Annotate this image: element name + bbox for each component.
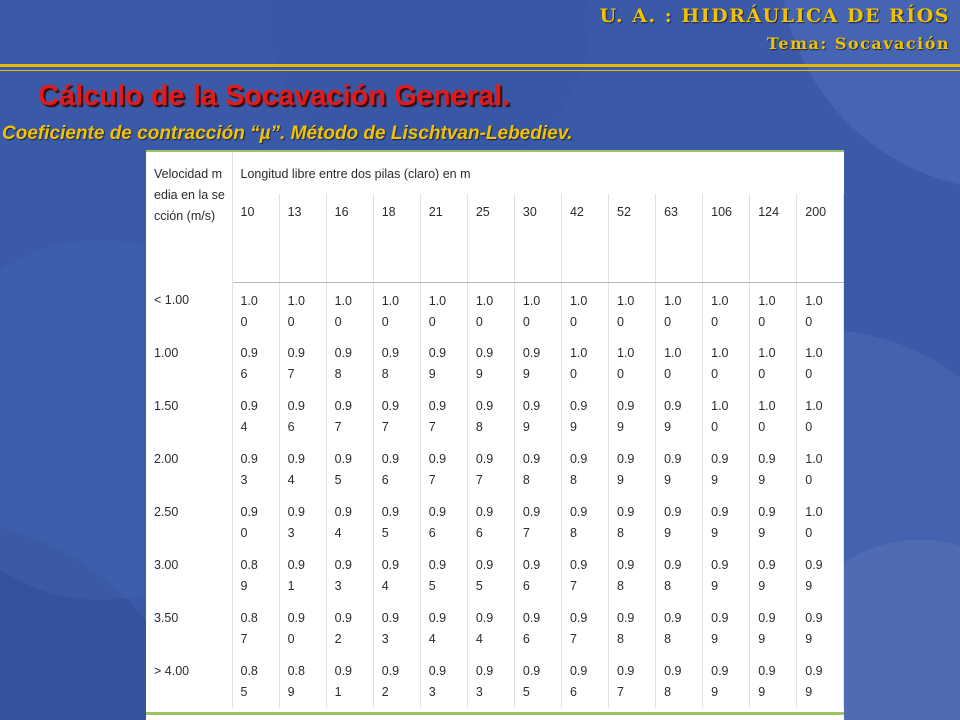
table-header-row [146, 152, 844, 194]
coefficient-cell: 1.00 [797, 282, 844, 337]
header-title: U. A. : HIDRÁULICA DE RÍOS [599, 5, 950, 27]
coefficient-cell: 0.94 [373, 549, 420, 602]
coefficient-cell: 0.96 [373, 443, 420, 496]
coefficient-cell: 0.92 [373, 655, 420, 708]
coefficient-cell: 0.97 [609, 655, 656, 708]
coefficient-cell: 0.98 [561, 496, 608, 549]
coefficient-cell: 0.94 [467, 602, 514, 655]
coefficient-cell: 0.98 [609, 602, 656, 655]
span-column-header: 63 [656, 194, 703, 282]
coefficient-cell: 0.90 [232, 496, 279, 549]
coefficient-cell: 0.89 [232, 549, 279, 602]
span-column-header: 10 [232, 194, 279, 282]
velocity-cell: 2.00 [146, 443, 232, 496]
velocity-cell: 1.00 [146, 337, 232, 390]
coefficient-cell: 0.98 [561, 443, 608, 496]
coefficient-cell: 0.95 [467, 549, 514, 602]
span-column-header: 200 [797, 194, 844, 282]
table-row [146, 337, 844, 390]
coefficient-cell: 0.99 [656, 390, 703, 443]
coefficient-cell: 0.98 [326, 337, 373, 390]
coefficient-cell: 0.94 [279, 443, 326, 496]
coefficient-cell: 1.00 [750, 390, 797, 443]
coefficient-cell: 0.98 [467, 390, 514, 443]
coefficient-cell: 0.93 [467, 655, 514, 708]
velocity-header: Velocidad media en la sección (m/s) [146, 152, 232, 282]
coefficient-cell: 0.97 [467, 443, 514, 496]
coefficient-cell: 0.99 [750, 602, 797, 655]
coefficient-cell: 0.97 [514, 496, 561, 549]
coefficient-cell: 1.00 [703, 282, 750, 337]
coefficient-cell: 0.96 [467, 496, 514, 549]
coefficient-cell: 0.99 [750, 443, 797, 496]
coefficient-cell: 0.93 [420, 655, 467, 708]
coefficient-cell: 1.00 [703, 337, 750, 390]
coefficient-cell: 0.93 [279, 496, 326, 549]
span-column-header: 16 [326, 194, 373, 282]
coefficient-cell: 0.99 [561, 390, 608, 443]
coefficient-cell: 0.99 [656, 443, 703, 496]
coefficient-cell: 0.99 [703, 655, 750, 708]
coefficient-cell: 0.97 [561, 602, 608, 655]
table-row [146, 496, 844, 549]
velocity-cell: < 1.00 [146, 282, 232, 337]
coefficient-cell: 0.99 [797, 549, 844, 602]
table-row [146, 390, 844, 443]
table-row [146, 549, 844, 602]
coefficient-cell: 0.85 [232, 655, 279, 708]
coefficient-cell: 0.98 [609, 549, 656, 602]
span-column-header: 52 [609, 194, 656, 282]
coefficient-cell: 0.97 [373, 390, 420, 443]
coefficient-cell: 0.99 [703, 602, 750, 655]
coefficient-cell: 0.99 [750, 655, 797, 708]
coefficient-cell: 1.00 [750, 337, 797, 390]
coefficient-cell: 1.00 [561, 337, 608, 390]
coefficient-cell: 0.97 [420, 390, 467, 443]
slide-title: Cálculo de la Socavación General. [38, 80, 511, 112]
coefficient-cell: 1.00 [656, 337, 703, 390]
coefficient-cell: 0.89 [279, 655, 326, 708]
velocity-cell: 3.50 [146, 602, 232, 655]
coefficient-cell: 0.99 [656, 496, 703, 549]
velocity-cell: 3.00 [146, 549, 232, 602]
coefficient-cell: 0.93 [326, 549, 373, 602]
coefficient-cell: 0.95 [326, 443, 373, 496]
coefficient-cell: 0.97 [326, 390, 373, 443]
coefficient-cell: 0.96 [279, 390, 326, 443]
coefficient-cell: 0.99 [750, 496, 797, 549]
coefficient-cell: 0.96 [232, 337, 279, 390]
coefficient-cell: 0.99 [420, 337, 467, 390]
span-column-header: 25 [467, 194, 514, 282]
coefficient-cell: 0.95 [373, 496, 420, 549]
coefficient-cell: 1.00 [609, 282, 656, 337]
coefficient-cell: 0.87 [232, 602, 279, 655]
velocity-cell: 1.50 [146, 390, 232, 443]
coefficient-cell: 0.99 [797, 602, 844, 655]
coefficient-cell: 0.96 [514, 602, 561, 655]
header-divider-thin [0, 70, 960, 71]
coefficient-cell: 1.00 [797, 390, 844, 443]
coefficient-cell: 1.00 [703, 390, 750, 443]
table-row [146, 602, 844, 655]
coefficient-cell: 1.00 [656, 282, 703, 337]
span-column-header: 30 [514, 194, 561, 282]
span-column-header: 21 [420, 194, 467, 282]
coefficient-cell: 0.97 [420, 443, 467, 496]
coefficient-cell: 0.94 [326, 496, 373, 549]
coefficient-cell: 1.00 [797, 443, 844, 496]
coefficient-cell: 0.95 [514, 655, 561, 708]
coefficient-cell: 0.91 [326, 655, 373, 708]
coefficient-cell: 1.00 [373, 282, 420, 337]
coefficient-cell: 0.98 [656, 549, 703, 602]
coefficient-cell: 0.98 [656, 602, 703, 655]
header-subtitle: Tema: Socavación [766, 34, 950, 53]
span-values-row [146, 194, 844, 282]
table-row [146, 655, 844, 708]
coefficient-cell: 0.94 [232, 390, 279, 443]
coefficient-cell: 0.99 [703, 443, 750, 496]
coefficient-cell: 0.98 [656, 655, 703, 708]
coefficient-cell: 1.00 [420, 282, 467, 337]
coefficient-cell: 0.92 [326, 602, 373, 655]
coefficient-cell: 0.99 [609, 390, 656, 443]
span-column-header: 13 [279, 194, 326, 282]
velocity-cell: 2.50 [146, 496, 232, 549]
coefficient-cell: 0.93 [373, 602, 420, 655]
coefficient-cell: 1.00 [750, 282, 797, 337]
coefficient-cell: 0.95 [420, 549, 467, 602]
slide-subtitle: Coeficiente de contracción “µ”. Método de Lischtvan-Lebediev. [2, 123, 573, 144]
coefficient-cell: 0.90 [279, 602, 326, 655]
coefficient-cell: 0.96 [561, 655, 608, 708]
coefficient-table-image [146, 150, 844, 720]
coefficient-cell: 1.00 [326, 282, 373, 337]
coefficient-cell: 1.00 [467, 282, 514, 337]
coefficient-cell: 1.00 [609, 337, 656, 390]
coefficient-cell: 0.96 [514, 549, 561, 602]
coefficient-cell: 0.99 [797, 655, 844, 708]
coefficient-cell: 1.00 [797, 337, 844, 390]
table-row [146, 443, 844, 496]
coefficient-cell: 0.93 [232, 443, 279, 496]
coefficient-cell: 0.99 [514, 337, 561, 390]
coefficient-cell: 1.00 [279, 282, 326, 337]
coefficient-cell: 0.97 [279, 337, 326, 390]
coefficient-cell: 0.98 [514, 443, 561, 496]
coefficient-cell: 1.00 [797, 496, 844, 549]
coefficient-cell: 0.99 [609, 443, 656, 496]
coefficient-cell: 0.91 [279, 549, 326, 602]
velocity-cell: > 4.00 [146, 655, 232, 708]
coefficient-cell: 0.99 [703, 496, 750, 549]
span-column-header: 106 [703, 194, 750, 282]
span-column-header: 42 [561, 194, 608, 282]
table-bottom-rule [146, 712, 844, 715]
span-header: Longitud libre entre dos pilas (claro) en m [240, 167, 471, 181]
coefficient-cell: 0.98 [609, 496, 656, 549]
coefficient-cell: 0.98 [373, 337, 420, 390]
header-divider-thick [0, 64, 960, 67]
coefficient-table [146, 150, 844, 708]
table-row [146, 282, 844, 337]
coefficient-cell: 0.99 [750, 549, 797, 602]
coefficient-cell: 0.97 [561, 549, 608, 602]
coefficient-cell: 1.00 [561, 282, 608, 337]
coefficient-cell: 0.99 [703, 549, 750, 602]
coefficient-cell: 0.99 [467, 337, 514, 390]
span-column-header: 18 [373, 194, 420, 282]
coefficient-cell: 0.99 [514, 390, 561, 443]
coefficient-cell: 0.96 [420, 496, 467, 549]
span-column-header: 124 [750, 194, 797, 282]
coefficient-cell: 1.00 [514, 282, 561, 337]
coefficient-cell: 0.94 [420, 602, 467, 655]
coefficient-cell: 1.00 [232, 282, 279, 337]
